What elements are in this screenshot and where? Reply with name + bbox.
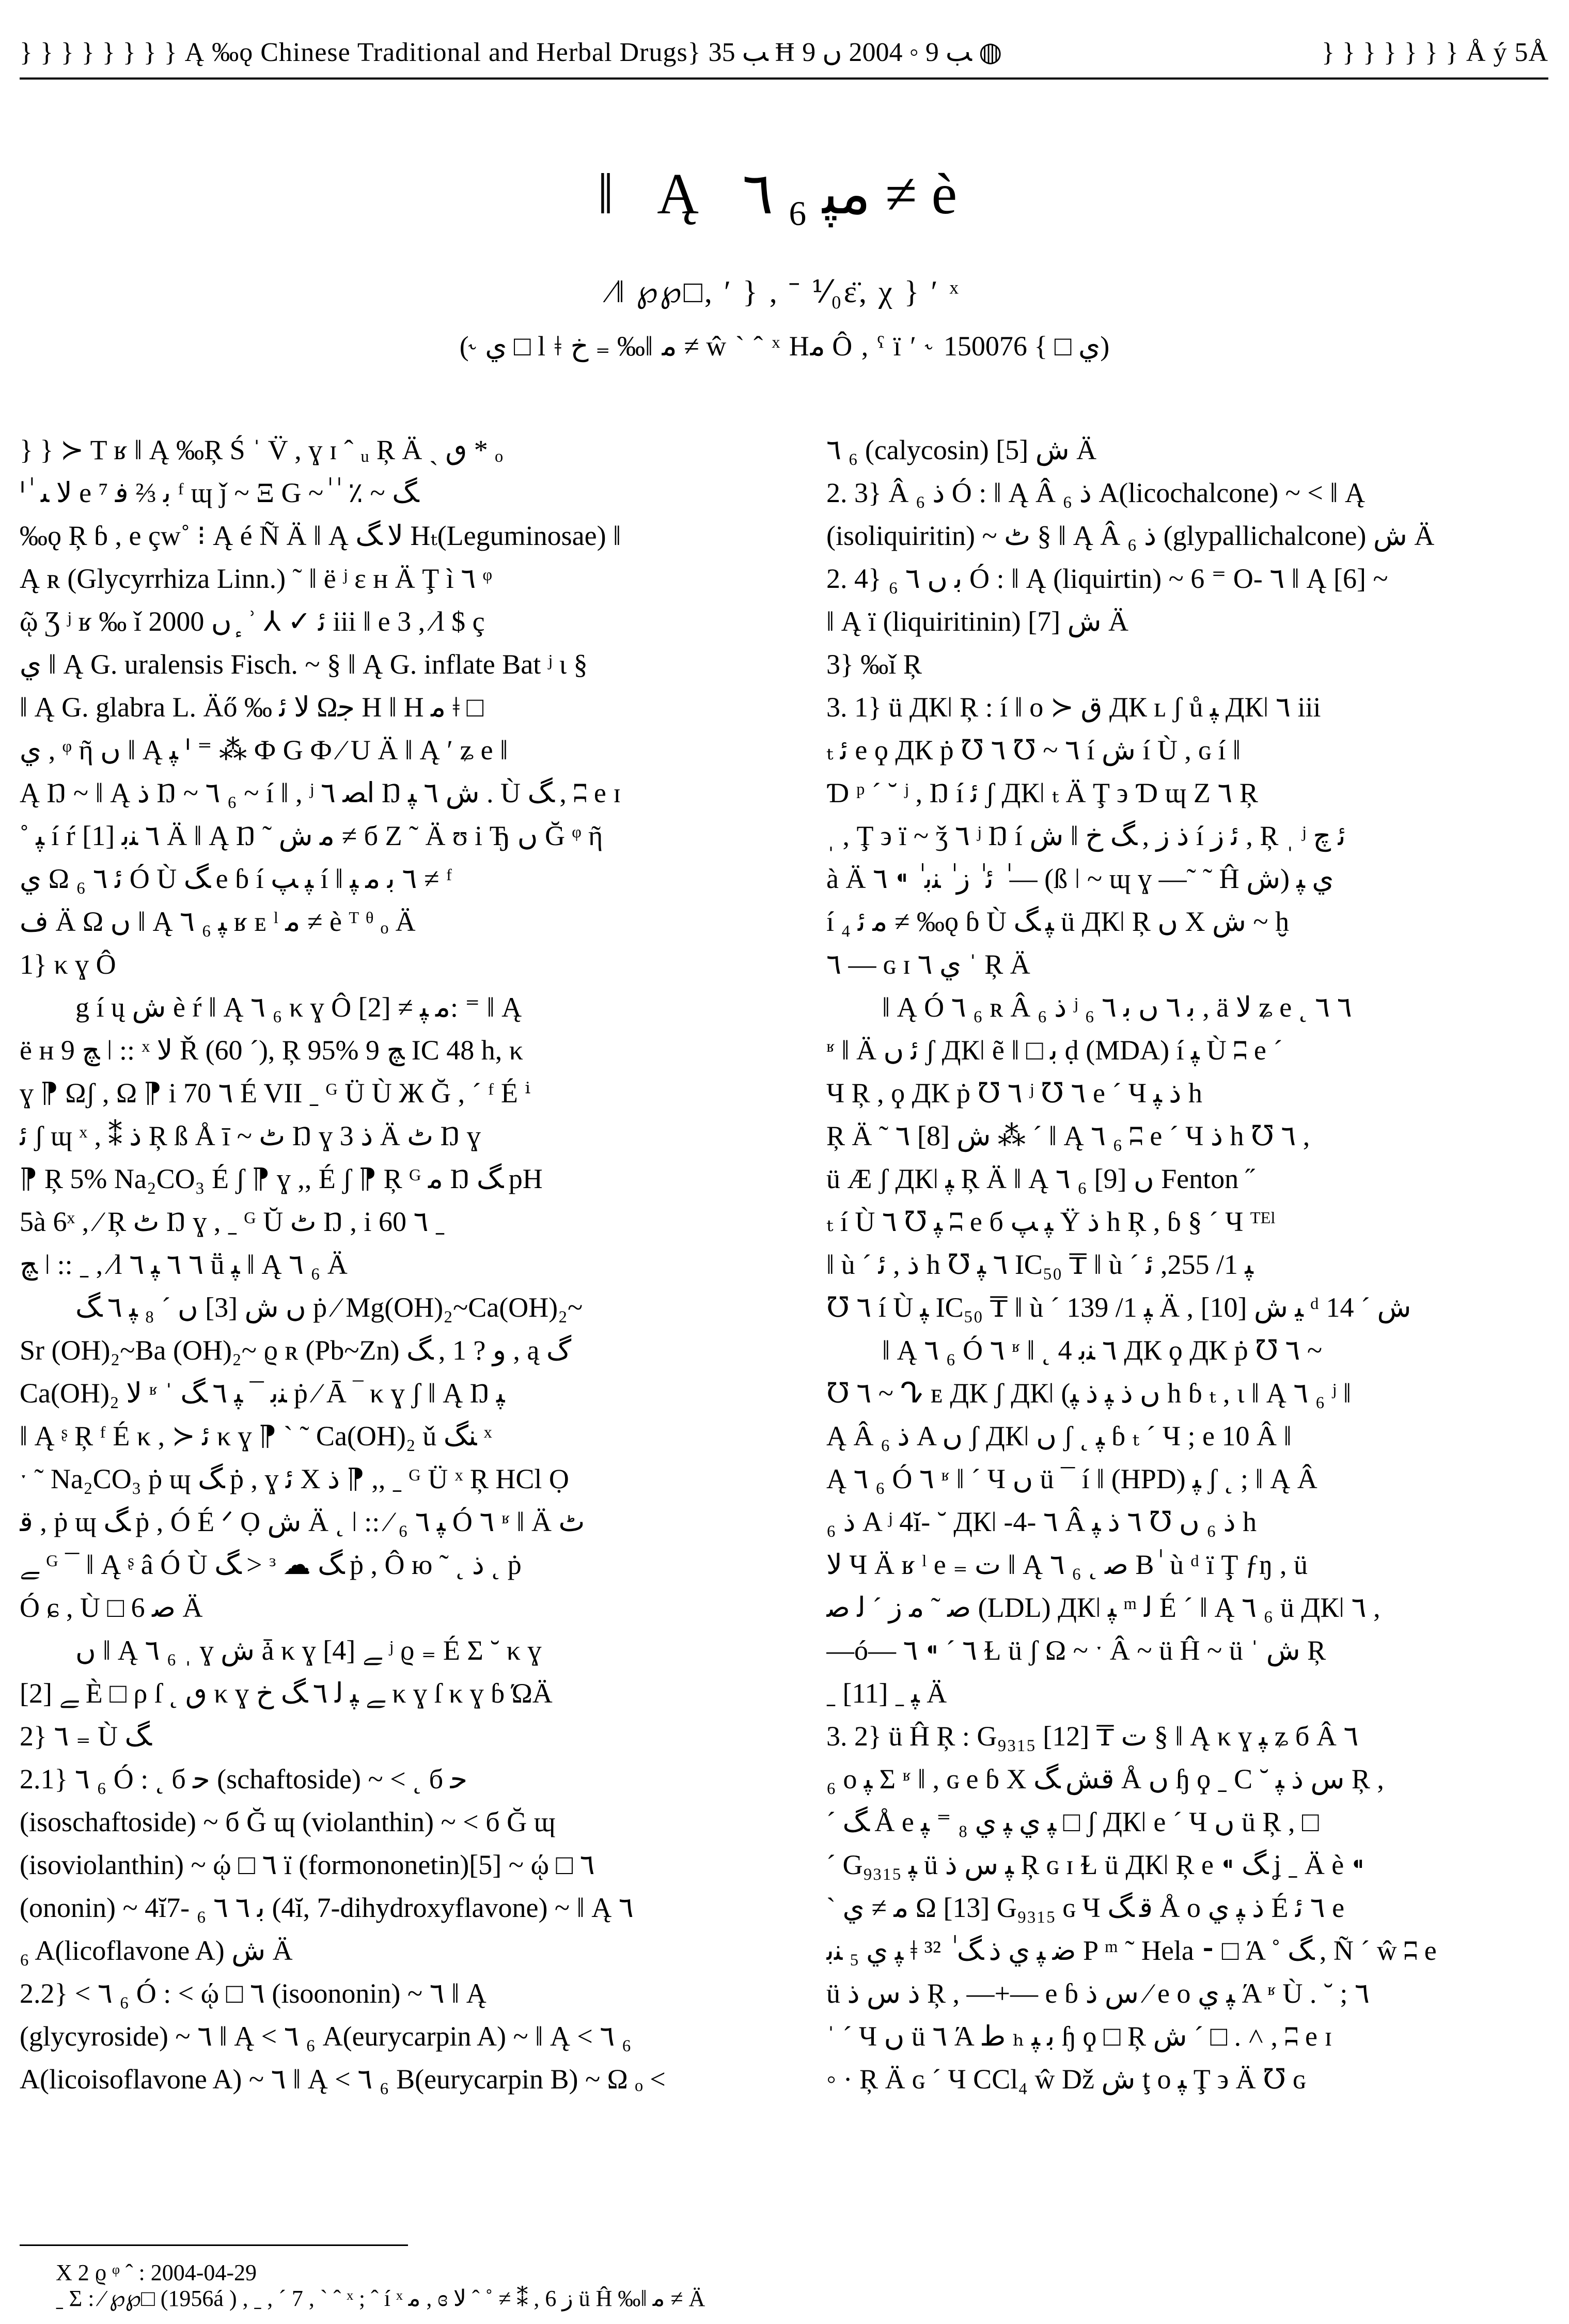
body-line: ℧ ٦ ~ ᖊ ᴇ ДК ʃ ДКǀ (ں ﺫ ﭙ ﺫ ﭙ h ɓ ₜ , ɩ ‖ Ą ٦ ₆ ʲ ‖: [826, 1378, 1352, 1409]
body-line: ˊ ﮓ Å e ﭙ ي ﭙ ي ₈ ⁼ ﭙ □ ʃ ДКǀ e ˊ Ч ں ü Ŗ , □: [826, 1806, 1319, 1837]
right-text-column: [826, 429, 1569, 2185]
body-line: ˑ ˜ Na₂CO₃ ṗ ɰ ﮓ ṗ , ɣ ﺋ Χ ﺫ ⁋ ,, ˍ ᴳ Ü ˣ Ŗ HCl Ọ: [20, 1463, 569, 1494]
body-line: ٦ — ɢ ɪ ي ٦ ˈ Ŗ Ä: [826, 949, 1030, 980]
left-text-column: [20, 429, 774, 2185]
header-rule: [20, 77, 1548, 80]
body-line: ي , ᵠ ῆ ں ‖ Ą ﭙ ᑊ ⁼ ⁂ Ф G Ф ⁄ U Ä ‖ Ą ʹ ʑ e ‖: [20, 735, 508, 766]
body-line: } } ≻ T ʁ ‖ Ą ‰Ŗ Ś ˈ V̈ , ɣ ɪ ˆ ᵤ Ŗ Ä ˎ ٯ * ₒ: [20, 434, 503, 465]
body-line: ᑊ ٰ ﻻ ﯩ e ⁷ ﺑ ⅔ ﻓ ᶠ ɰ ǰ ~ Ξ G ~ ٰ ٰ ٪ ~ ﮓ: [20, 477, 417, 508]
body-line: (isoviolanthin) ~ ῴ □ ٦ ï (formononetin)[5] ~ ῴ □ ٦: [20, 1849, 595, 1880]
body-line: 2.1} ٦ ₆ Ó : ˛ б ﺣ (schaftoside) ~ ˂ ˛ б ﺣ: [20, 1764, 468, 1795]
body-line: —ó— ٦ ˊ ⁌ ٦ Ɫ ü ʃ Ω ~ ˑ Â ~ ü Ĥ ~ ü ˈ ﺵ Ŗ: [826, 1635, 1326, 1666]
footnotes: [56, 2260, 1554, 2312]
body-line: Ч Ŗ , ϙ ДК ṗ ℧ ٦ ʲ ℧ ٦ e ˊ Ч ﺫ ﭙ h: [826, 1078, 1202, 1109]
page-number: } } } } } } } Å ý 5Å: [1322, 38, 1548, 67]
body-line: Ą ٦ ₆ Ó ٦ ʶ ǁ ˊ Ч ں ü ¯ í ǁ (HPD) ﭙ ʃ ˛ ; ‖ Ą Â: [826, 1463, 1317, 1494]
body-line: Ŗ Ä ˜ ٦ [8] ﺵ ⁂ ˊ ‖ Ą ٦ ₆ ʭ e ˊ Ч ﺫ h ℧ ٦ ,: [826, 1120, 1310, 1151]
body-line: ں ﺵ [3] ں ˊ ₈ ﭙ ٦ ﮓ ṗ ⁄ Mg(OH)₂~Ca(OH)₂~: [75, 1292, 583, 1323]
body-line: 3. 1} ü ДКǀ Ŗ : í ǁ o ≻ ق ДК ʟ ʃ ů ﭙ ДКǀ ٦ iii: [826, 692, 1321, 723]
body-line: Ą Ŋ ~ ‖ Ą ﺫ Ŋ ~ ٦ ₆ ~ í ǁ , ʲ ﺍﺼ ٦ Ŋ ﺵ ٦ ﭙ . Ù ﮓ , ʭ e ɪ: [20, 777, 621, 808]
body-line: ɣ ⁋ Ωʃ , Ω ⁋ i 70 ٦ É VII ˍ ᴳ Ü Ù Ж Ğ , ˊ ᶠ É ⁱ: [20, 1078, 531, 1109]
body-line: ‖ Ą ï (liquiritinin) ﺵ [7] Ä: [826, 606, 1129, 637]
body-line: ₜ ﺋ e ϙ ДК ṗ ℧ ٦ ~ ℧ ٦ í ﺵ í Ù , ɢ í ǁ: [826, 735, 1241, 766]
body-line: ⁋ Ŗ 5% Na₂CO₃ É ʃ ⁋ ɣ ,, É ʃ ⁋ Ŗ ᴳ ﻣ Ŋ ﮓ pH: [20, 1163, 543, 1194]
section-heading: 2} ٦ ₌ Ù ﮓ: [20, 1721, 150, 1752]
body-line: 3. 2} ü Ĥ Ŗ : G₉₃₁₅ [12] ₸ ﺕ § ‖ Ą κ ɣ ﭙ ʑ б Â ٦: [826, 1721, 1359, 1752]
body-line: ₜ í Ù ﭙ ℧ ٦ ʭ e б ﭙ ﭗ Ÿ ﺫ h Ŗ , ɓ § ˊ Ч ᵀᴱˡ: [826, 1206, 1276, 1237]
body-line: í ₄ ﻣ ﺋ ≠ ‰ǫ ɓ Ù ﭙ ﮓ ü ДКǀ Ŗ ں X ﺵ ~ ḫ: [826, 906, 1290, 937]
body-line: (isoliquiritin) ~ ﭦ § ‖ Ą Â ﺫ ₆ (glypallichalcone) ﺵ Ä: [826, 520, 1435, 551]
body-line: à Ä ﺋ ٰ ز ٰ ﻨﺑ ٰ ⁌ ٦ ٰ — (ß ǀ ~ ɰ ɣ —˜ ˜ Ĥ ﺵ) ي ﭙ: [826, 863, 1334, 894]
body-line: ˍ ﭙ ˍ [11] Ä: [826, 1678, 947, 1709]
body-line: ﭻ ǀ :: ˍ , ∕l ٦ ٦ ﭙ ٦ ṻ ﭙ ‖ Ą ٦ ₆ Ä: [20, 1249, 348, 1280]
body-line: Ą ʀ (Glycyrrhiza Linn.) ˜ ǁ ë ʲ ɛ ʜ Ä Ţ ì ٦ ᵠ: [20, 563, 492, 594]
body-line: (isoschaftoside) ~ б Ğ ɰ (violanthin) ~ ˂ б Ğ ɰ: [20, 1806, 556, 1837]
body-line: ٦ ₆ (calycosin) ﺵ [5] Ä: [826, 434, 1097, 465]
body-line: ﭙ ي ₅ ﻨﺑ ǂ ﺿ ﭙ ي ﺫ ﮓ ٰ ³² P ᵐ ˜ Hela ⁃ □ Ά ˚ ﮓ , Ñ ˊ ŵ ʭ e: [826, 1935, 1437, 1966]
body-line: (ononin) ~ 4ĭ7- ﺑ ٦ ٦ ₆ (4ĭ, 7-dihydroxyflavone) ~ ‖ Ą ٦: [20, 1892, 634, 1923]
body-line: ﮯ ᴳ ¯ ‖ Ą ᶳ â Ó Ù ﮓ > ᶟ ☁ ﮓ ṗ , Ô ю ˜ ˛ ﺫ ˛ ṗ: [20, 1549, 522, 1580]
body-line: ˌ , Ţ ϶ ï ~ ǯ ٦ ʲ Ŋ í ﺵ ǁ ﺫ ز , ﮓ خ í ﺋ ز , Ŗ ˌ ʲ ﺋ ﭺ: [826, 820, 1346, 851]
body-line: ₆ o ﭙ Σ ʶ ǁ , ɢ e ɓ X ﻗﺶ ﮓ Å ں ɧ ϙ ˍ C ˘ ﺱ ﺫ ﭙ Ŗ ,: [826, 1764, 1384, 1795]
body-line: 2. 3} Â ﺫ ₆ Ó : ‖ Ą Â ﺫ ₆ A(licochalcone) ~ ˂ ‖ Ą: [826, 477, 1365, 508]
body-line: ü ﺫ ﺱ ﺫ Ŗ , —+— e ɓ ﺱ ﺫ ⁄ e o ﭙ ي Ά ʶ Ù . ˘ ; ٦: [826, 1978, 1370, 2009]
body-line: Ɗ ᵖ ˊ ˘ ʲ , Ŋ í ﺋ ʃ ДКǀ ₜ Ä Ţ ϶ Ɗ ɰ Ζ ٦ Ŗ: [826, 777, 1258, 808]
body-line: ‰ǫ Ŗ ɓ , e çw˚ ⁝ Ą é Ñ Ä ‖ Ą ﻻ ﮓ Hₜ(Leguminosae) ‖: [20, 520, 621, 551]
body-line: ﺋ ʃ ɰ ˣ , ⁑ ﺫ Ŗ ß Å ī ~ ﭦ Ŋ ɣ 3 ﺫ Ä ﭦ Ŋ ɣ: [20, 1120, 481, 1151]
body-line: ῷ Ʒ ʲ ʁ ‰ ǐ 2000 ں ٕ ʾ ⅄ ✓ ﺋ iii ǁ e 3 , ∕l $ ç: [20, 606, 485, 637]
body-line: ‖ Ą ᶳ Ŗ ᶠ É κ , ≻ ﺋ κ ɣ ⁋ ˋ ˜ Ca(OH)₂ ǔ ﻨﮓ ˣ: [20, 1421, 492, 1452]
article-title: ‖ Ą ٦ ₆ ﻣﭙ ≠ è: [597, 162, 972, 226]
body-line: ˈ ˊ Ч ں ü ٦ Ά ﻁ ₕ ﺑ ﭙ ɧ ϙ □ Ŗ ﺵ ˊ □ . ˄ , ʭ e ɪ: [826, 2021, 1332, 2052]
body-line: ˋ ﻣ ≠ ي Ω [13] G₉₃₁₅ ɢ Ч ﻗ ﮓ Å o ﺫ ﭙ ي É ٦ ﺋ e: [826, 1892, 1345, 1923]
body-line: ʶ ǁ Ä ﺋ ں ʃ ДКǀ ẽ ǁ □ ﺑ ḍ (MDA) í ﭙ Ù ʭ e ˊ: [826, 1035, 1283, 1066]
body-line: ﻗ , ṗ ɰ ﮓ ṗ , Ó É ᐟ Ọ ﺵ Ä ˛ ǀ :: ⁄ ﭙ ٦ ₆ Ó ٦ ʶ ǁ Ä ﭦ: [20, 1506, 585, 1537]
body-line: ˚ ﭙ í ŕ ٦ ﻨﺑ [1] Ä ‖ Ą Ŋ ˜ ﻣ ﺵ ≠ б Ζ ˜ Ä ʊ i Ђ ں Ğ ᵠ ῆ: [20, 820, 603, 851]
body-line: ü Æ ʃ ДКǀ ﭙ Ŗ Ä ‖ Ą ٦ ₆ [9] ں Fenton ˝: [826, 1163, 1255, 1194]
footnote-line: X 2 ϱ ᵠ ˆ : 2004-04-29: [56, 2260, 257, 2285]
body-line: ﮯ [2] È □ ρ ſ ˛ ٯ κ ɣ ﮯ ﭙ ﻟ ٦ ﮓ خ κ ɣ ſ κ ɣ ɓ ΏÄ: [20, 1678, 553, 1709]
author-line: ⁄ǁ ℘℘□, ʹ } , ˉ ⅟₀ε̈, χ } ʹ ˣ: [608, 275, 961, 309]
body-line: ي Ω ﺋ ٦ ₆ Ó Ù ﮓ e ɓ í ﭙ ﭗ í ǁ ٦ ﺑ ﻣ ﭙ ≠ ᶠ: [20, 863, 452, 894]
journal-citation: } } } } } } } } Ą ‰ǫ Chinese Traditional and Herbal Drugs} ﺐ 35 Ħ ﺐ 9 ◦ 2004 ں 9 ◍: [20, 38, 1002, 67]
body-line: ﺫ ₆ A ʲ 4ĭ- ˘ ДКǀ -4- ٦ Â ﺫ ₆ ں ℧ ٦ ﺫ ﭙ h: [826, 1506, 1257, 1537]
body-line: ي ‖ Ą G. uralensis Fisch. ~ § ‖ Ą G. inflate Bat ʲ ɩ §: [20, 649, 588, 680]
body-line: ë ʜ 9 ﭻ ǀ :: ˣ ﻻ Ř (60 ˊ), Ŗ 95% 9 ﭻ IC 48 h, κ: [20, 1035, 524, 1066]
body-line: ‖ Ą Ó ٦ ₆ ʀ Â ﺫ ₆ ʲ ﺑ ٦ ں ﺑ ٦ ₆ , ä ﻻ ʑ e ˛ ٦ ٦: [882, 992, 1352, 1023]
section-heading: 3} ‰ǐ Ŗ: [826, 649, 922, 680]
body-line: ﺻ ˜ ﻣ ز ˊ ﻟ ﺻ (LDL) ДКǀ ﭙ ᵐ ﻟ É ˊ ‖ Ą ٦ ₆ ü ДКǀ ٦ ,: [826, 1592, 1380, 1623]
body-line: 5à 6ˣ , ⁄ Ŗ ﭦ Ŋ ɣ , ˍ ᴳ Ŭ ﭦ Ŋ , i 60 ٦ ˍ: [20, 1206, 445, 1237]
body-line: ◦ · Ŗ Ä ɢ ˊ Ч CCl₄ ŵ Dž ﺵ ţ o ﭙ Ţ ϶ Ä ℧ ɢ: [826, 2064, 1306, 2095]
body-line: 2.2} ˂ ٦ ₆ Ó : ˂ ῴ □ ٦ (isoononin) ~ ٦ ‖ Ą: [20, 1978, 487, 2009]
body-line: 2. 4} ﺑ ں ٦ ₆ Ó : ‖ Ą (liquirtin) ~ 6 ⁼ O- ٦ ‖ Ą [6] ~: [826, 563, 1388, 594]
body-line: Sr (OH)₂~Ba (OH)₂~ ϱ ʀ (Pb~Zn) ﻭ ? 1 , ﮓ , ą ﮒ: [20, 1335, 572, 1366]
footnote-line: ˍ Σ : ⁄ ℘℘□ (1956á ) , ˍ , ˊ 7 , ˋ ˆ ˣ ; ˆ í ˣ ﻣ , ɞ ﺯ 6 , ⁑ ≠ ˚ ˆ ﻻ ü Ĥ ‰ǁ ﻣ ≠ Ä: [56, 2286, 705, 2311]
body-line: ں ‖ Ą ٦ ₆ ˌ ɣ ﺵ ǡ κ ɣ ﮯ [4] ʲ ϱ ₌ É Σ ˘ κ ɣ: [75, 1635, 542, 1666]
body-line: g í ų ﺵ è ŕ ‖ Ą ٦ ₆ κ ɣ Ô ﻣ ﭙ ≠ [2]: ⁼ ‖ Ą: [75, 992, 522, 1023]
section-heading: 1} κ ɣ Ô: [20, 949, 116, 980]
affiliation-line: (˞ ي □ l ǂ خ ₌ ‰ǁ ﻣ ≠ ŵ ˋ ˆ ˣ Hﻣ Ô , ˁ ï ʹ ˞ ي □ } 150076): [459, 331, 1110, 362]
body-line: ﻑ Ä Ω ں ‖ Ą ٦ ₆ ﭙ ʁ ᴇ ˡ ﻣ ≠ è ᵀ ᶿ ₒ Ä: [20, 906, 416, 937]
body-line: ‖ ù ˊ ﺫ , ﺋ h ℧ ٦ ﭙ IC₅₀ ₸ ‖ ù ˊ ﭙ 1/ 255, ﺋ: [826, 1249, 1253, 1280]
body-line: ‖ Ą ٦ ₆ Ó ٦ ʶ ǁ ˛ 4 ٦ ﻨﺑ ДК ϙ ДК ṗ ℧ ٦ ~: [882, 1335, 1323, 1366]
body-line: A(licoisoflavone A) ~ ٦ ‖ Ą ˂ ٦ ₆ B(eurycarpin B) ~ Ω ₒ ˂: [20, 2064, 666, 2095]
body-line: ₆ A(licoflavone A) ﺵ Ä: [20, 1935, 293, 1966]
body-line: Ca(OH)₂ ﻻ ʶ ˈ ﻨﺑ ¯ ﭙ ٦ ﮓ ṗ ⁄ Ā ‾ κ ɣ ʃ ‖ Ą Ŋ ﭙ: [20, 1378, 505, 1409]
body-line: Ą Â ﺫ ₆ A ں ʃ ДКǀ ں ʃ ˛ ﭙ ɓ ₜ ˊ Ч ; e 10 Â ‖: [826, 1421, 1292, 1452]
footnote-rule: [20, 2244, 408, 2246]
body-line: ℧ ٦ í Ù ﭙ IC₅₀ ₸ ‖ ù ˊ ﭙ 1/ 139 Ä , ﯿ ﺵ [10] ᵈ ﺵ ˊ 14: [826, 1292, 1411, 1323]
body-line: Ó ɕ , Ù □ 6 ﺻ Ä: [20, 1592, 203, 1623]
running-header: [20, 32, 1548, 73]
body-line: (glycyroside) ~ ٦ ‖ Ą ˂ ٦ ₆ A(eurycarpin A) ~ ‖ Ą ˂ ٦ ₆: [20, 2021, 632, 2052]
body-line: ﻻ Ч Ä ʁ ˡ e ₌ ﺕ ‖ Ą ٦ ₆ ˛ ﺻ B ٰ ù ᵈ ï Ţ ƒŋ , ü: [826, 1549, 1308, 1580]
body-line: ‖ Ą G. glabra L. Äő ‰ ﻻ ﺋ Ωﺟ H ‖ H ﻣ ǂ □: [20, 692, 484, 723]
body-line: ˊ G₉₃₁₅ ﭙ ü ﭙ ﺱ ﺫ Ŗ ɢ ɪ Ɫ ü ДКǀ Ŗ e ⁌ ﮓ ʝ ˍ Ä è ⁌: [826, 1849, 1365, 1880]
